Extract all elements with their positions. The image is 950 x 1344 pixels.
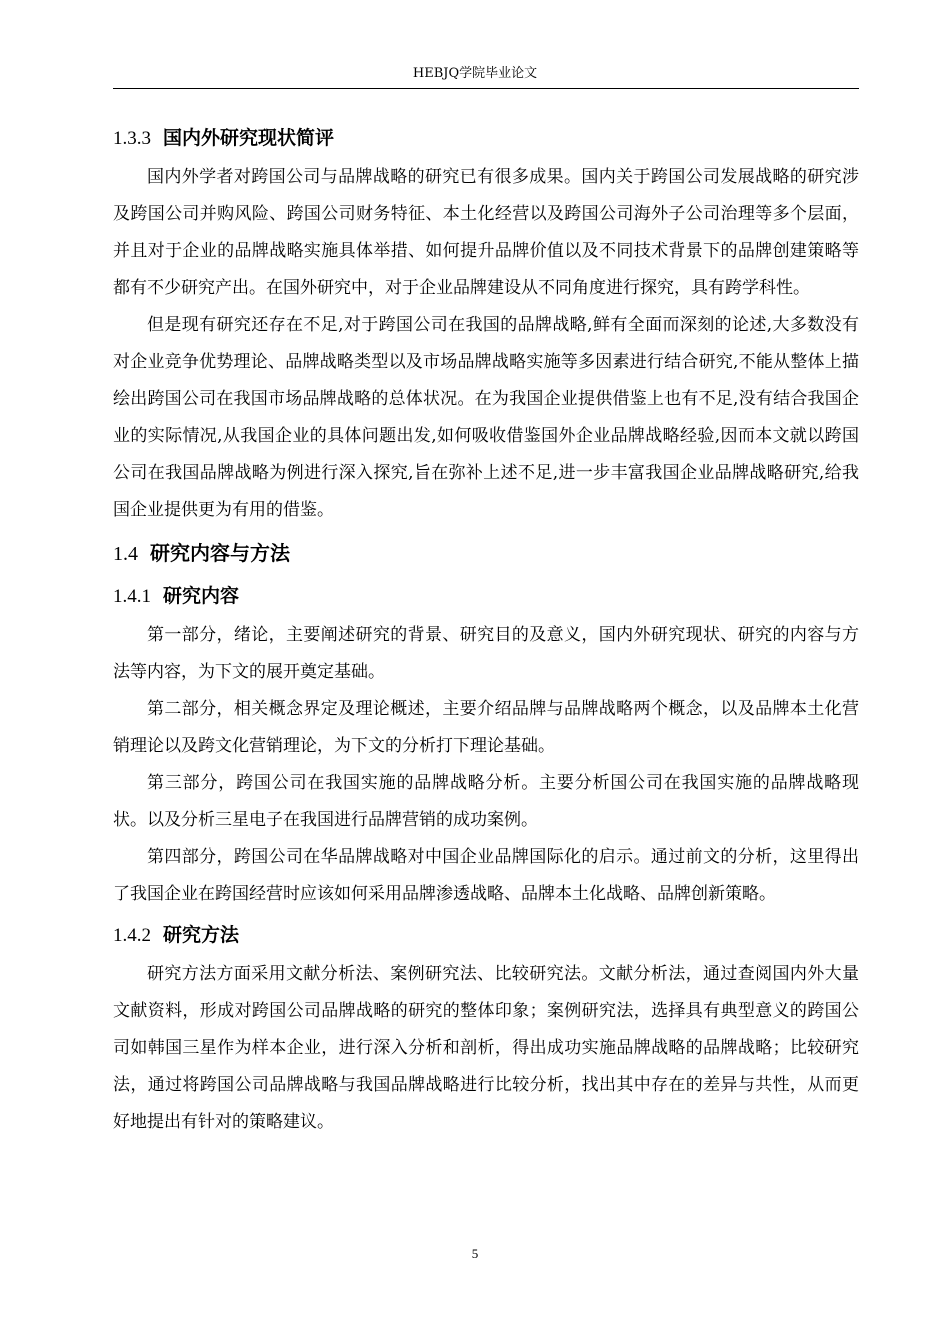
- section-number: 1.3.3: [113, 128, 151, 149]
- paragraph: 第三部分，跨国公司在我国实施的品牌战略分析。主要分析国公司在我国实施的品牌战略现状。以及分析三星电子在我国进行品牌营销的成功案例。: [113, 773, 859, 830]
- section-heading-1-4: [113, 531, 859, 576]
- page-body: [113, 118, 859, 1141]
- paragraph: 第四部分，跨国公司在华品牌战略对中国企业品牌国际化的启示。通过前文的分析，这里得出了我国企业在跨国经营时应该如何采用品牌渗透战略、品牌本土化战略、品牌创新策略。: [113, 847, 859, 904]
- page-number: 5: [471, 1246, 479, 1261]
- page-header: HEBJQ学院毕业论文: [412, 66, 538, 81]
- paragraph: 研究方法方面采用文献分析法、案例研究法、比较研究法。文献分析法，通过查阅国内外大量文献资料，形成对跨国公司品牌战略的研究的整体印象；案例研究法，选择具有典型意义的跨国公司如韩国三星作为样本企业，进行深入分析和剖析，得出成功实施品牌战略的品牌战略；比较研究法，通过将跨国公司品牌战略与我国品牌战略进行比较分析，找出其中存在的差异与共性，从而更好地提出有针对的策略建议。: [113, 964, 859, 1132]
- section-title: 研究内容与方法: [150, 541, 290, 565]
- paragraph: 国内外学者对跨国公司与品牌战略的研究已有很多成果。国内关于跨国公司发展战略的研究涉及跨国公司并购风险、跨国公司财务特征、本土化经营以及跨国公司海外子公司治理等多个层面，并且对于企业的品牌战略实施具体举措、如何提升品牌价值以及不同技术背景下的品牌创建策略等都有不少研究产出。在国外研究中，对于企业品牌建设从不同角度进行探究，具有跨学科性。: [113, 167, 859, 298]
- section-title: 研究方法: [163, 924, 240, 946]
- section-number: 1.4.2: [113, 925, 151, 946]
- paragraph: 第一部分，绪论，主要阐述研究的背景、研究目的及意义，国内外研究现状、研究的内容与方法等内容，为下文的展开奠定基础。: [113, 625, 859, 682]
- section-number: 1.4.1: [113, 586, 151, 607]
- section-heading-1-3-3: [113, 118, 859, 159]
- section-title: 研究内容: [163, 585, 240, 607]
- header-rule: [113, 88, 859, 89]
- paragraph: 第二部分，相关概念界定及理论概述，主要介绍品牌与品牌战略两个概念，以及品牌本土化营销理论以及跨文化营销理论，为下文的分析打下理论基础。: [113, 699, 859, 756]
- section-heading-1-4-1: [113, 576, 859, 617]
- paragraph: 但是现有研究还存在不足,对于跨国公司在我国的品牌战略,鲜有全面而深刻的论述,大多数没有对企业竞争优势理论、品牌战略类型以及市场品牌战略实施等多因素进行结合研究,不能从整体上描绘出跨国公司在我国市场品牌战略的总体状况。在为我国企业提供借鉴上也有不足,没有结合我国企业的实际情况,从我国企业的具体问题出发,如何吸收借鉴国外企业品牌战略经验,因而本文就以跨国公司在我国品牌战略为例进行深入探究,旨在弥补上述不足,进一步丰富我国企业品牌战略研究,给我国企业提供更为有用的借鉴。: [113, 315, 859, 520]
- section-heading-1-4-2: [113, 915, 859, 956]
- section-number: 1.4: [113, 543, 138, 565]
- section-title: 国内外研究现状简评: [163, 127, 335, 149]
